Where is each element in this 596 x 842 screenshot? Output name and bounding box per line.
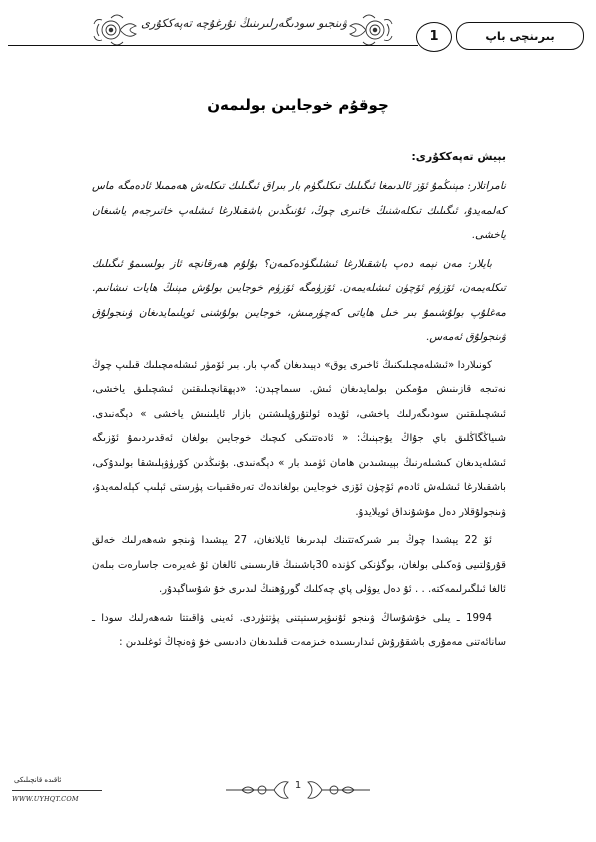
article-title: چوقۇم خوجايىن بولىمەن	[207, 96, 389, 114]
footer-rule	[12, 790, 102, 791]
page-header	[8, 6, 588, 58]
footer-website[interactable]: WWW.UYHQT.COM	[12, 795, 79, 803]
paragraph: كونىلاردا «ئىشلەمچىلىكنىڭ ئاخىرى يوق» دېيىدىغان گەپ بار. بىر ئۆمۈر ئىشلەمچىلىك قىلىپ چوڭ نەتىجە قازىنىش مۇمكىن بولمايدىغان ئىش. سىماچېدن: «دېھقانچىلىقتىن ئىشچىلىق ياخشى، ئىشچىلىقتىن سودىگەرلىك ياخشى، ئۇيدە ئولتۇرۇپلىشتىن بازار ئايلىنىش ياخشى » دېگەنىدى. شىياڭگاڭلىق باي جۇاڭ يۇجېنىڭ: « ئادەتتىكى كىچىك خوجايىن بولغان ئەقدىردىمۇ ئۆزىگە ئىشلەيدىغان كىشىلەرنىڭ بېيىشىدىن ھامان ئۈمىد بار » دېگەنىدى. بۇنىڭدىن كۆرۈۋېلىشقا بولىدۇكى، باشقىلارغا ئىشلەش ئادەم ئۆچۈن ئۆزى خوجايىن بولغاندەك تەرەققىيات پۈرستى ئېلىپ كېلەلمەيدۇ، ۋىنجولۇقلار دەل مۇشۇنداق ئويلايدۇ.	[92, 359, 506, 518]
footer-page-number: 1	[294, 780, 302, 791]
paragraph: 1994 ـ يىلى خۇشۇساڭ ۋىنجو ئۇنىۋېرسىتېتنى پۈتتۈردى. ئەينى ۋاقىتتا شەھەرلىك سودا ـ سانائەتنى مەمۇرى باشقۇرۇش ئىدارىسىدە خىزمەت قىلىدىغان دادىسى خۇ ۋەنچاڭ ئوغلىدىن :	[92, 612, 506, 648]
paragraph-poor-view: نامراتلار: مېنىڭمۇ ئۆز ئالدىمغا ئىگىلىك تىكلىگۈم بار بىراق ئىگىلىك تىكلەش ھەممىلا ئادەمگە ماس كەلمەيدۇ، ئىگىلىك تىكلەشنىڭ خاتىرى چوڭ، ئۇنىڭدىن باشقىلارغا ئىشلەپ خاتىرجەم ياشىغان ياخشى.	[92, 180, 506, 241]
article-body	[92, 148, 506, 660]
footer-source: ئاقىدە قانچىلىكى	[14, 776, 62, 784]
header-page-number: 1	[429, 29, 439, 44]
subheading: بېيش تەپەككۇرى:	[411, 150, 506, 163]
paragraph: ئۆ 22 يېشىدا چوڭ بىر شىركەتتىنك لېدىرىغا ئايلانغان، 27 يېشىدا ۋىنجو شەھەرلىك خەلق قۇرۇلتىيى ۋەكىلى بولغان، بوگۈنكى كۈندە 30ياشىنىڭ قارىسىنى ئالغان ئۇ غەيرەت جاسارەت بىلەن ئالغا ئىلگىرلىمەكتە. . . ئۇ دەل يوۋلى پاي چەكلىك گورۇھنىڭ لىدىرى خۇ شۇساگېدۇر.	[92, 535, 506, 595]
paragraph-rich-view: بايلار: مەن نېمە دەپ باشقىلارغا ئىشلىگۈدەكمەن؟ بۇلۇم ھەرقانچە ئاز بولسىمۇ ئىگىلىك تىكلەيمەن، ئۆزۈم ئۆچۈن ئىشلەيمەن. ئۆزۈمگە ئۆزۈم خوجايىن بولۇش مېنىڭ ھايات نىشانىم. مەغلۇپ بولۇشىمۇ بىر خىل ھاياتى كەچۈرمىش، خوجايىن بولۇشنى ئويلىمايدىغان ۋىنجولۇق ۋىنجولۇق ئەمەس.	[92, 257, 506, 343]
running-title: ۋىنجىو سودىگەرلىرىنىڭ نۇرغۇچە تەپەككۇرى	[140, 16, 348, 30]
header-rule	[8, 45, 418, 46]
chapter-label-tab: بىرىنچى باپ	[456, 22, 584, 50]
header-page-number-badge	[416, 22, 452, 52]
